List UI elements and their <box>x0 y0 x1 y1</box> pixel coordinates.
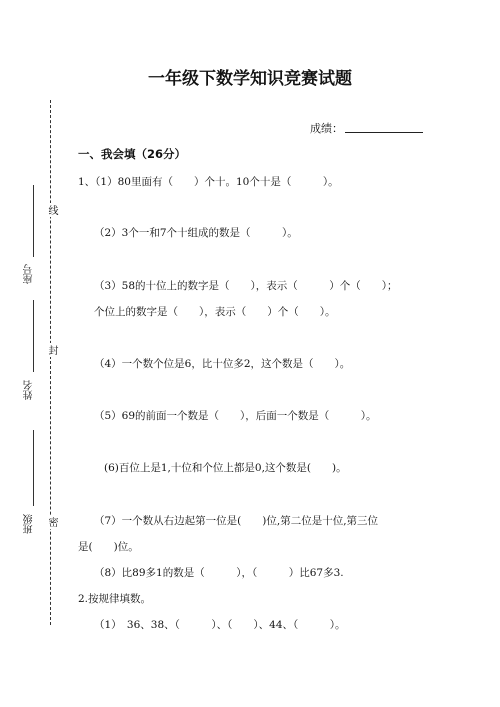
page-title: 一年级下数学知识竞赛试题 <box>148 69 352 89</box>
section-heading-fill-in: 一、我会填（26分） <box>78 147 187 161</box>
seat-number-label: 座号 <box>24 264 35 284</box>
seat-number-blank[interactable] <box>33 185 34 257</box>
class-blank[interactable] <box>33 430 34 506</box>
binding-dashed-line <box>50 100 51 625</box>
class-label: 班级 <box>24 514 35 534</box>
seal-mark-feng: 封 <box>46 345 57 355</box>
question-2: 2.按规律填数。 <box>78 593 152 605</box>
question-1-4: （4）一个数个位是6，比十位多2，这个数是（ ）。 <box>94 358 351 370</box>
seal-mark-mi: 密 <box>46 517 57 527</box>
question-1-2: （2）3个一和7个十组成的数是（ ）。 <box>94 227 298 239</box>
question-1-7a: （7）一个数从右边起第一位是( )位,第二位是十位,第三位 <box>94 515 379 527</box>
score-blank[interactable] <box>345 132 423 133</box>
question-1-3b: 个位上的数字是（ ），表示（ ）个（ ）。 <box>94 306 336 318</box>
question-2-1: （1） 36、38、（ ）、（ ）、44、（ ）。 <box>94 619 346 631</box>
question-1-1: 1、（1）80里面有（ ）个十。10个十是（ ）。 <box>78 176 339 188</box>
question-1-6: (6)百位上是1,十位和个位上都是0,这个数是( )。 <box>104 462 347 474</box>
student-name-blank[interactable] <box>33 300 34 372</box>
question-1-5: （5）69的前面一个数是（ ），后面一个数是（ ）。 <box>94 410 377 422</box>
question-1-7b: 是( )位。 <box>78 541 139 553</box>
score-label: 成绩： <box>310 122 343 135</box>
seal-mark-xian: 线 <box>46 205 57 215</box>
question-1-3a: （3）58的十位上的数字是（ ），表示（ ）个（ ）； <box>94 280 398 292</box>
student-name-label: 姓名 <box>24 380 35 400</box>
question-1-8: （8）比89多1的数是（ ），（ ）比67多3. <box>94 567 344 579</box>
